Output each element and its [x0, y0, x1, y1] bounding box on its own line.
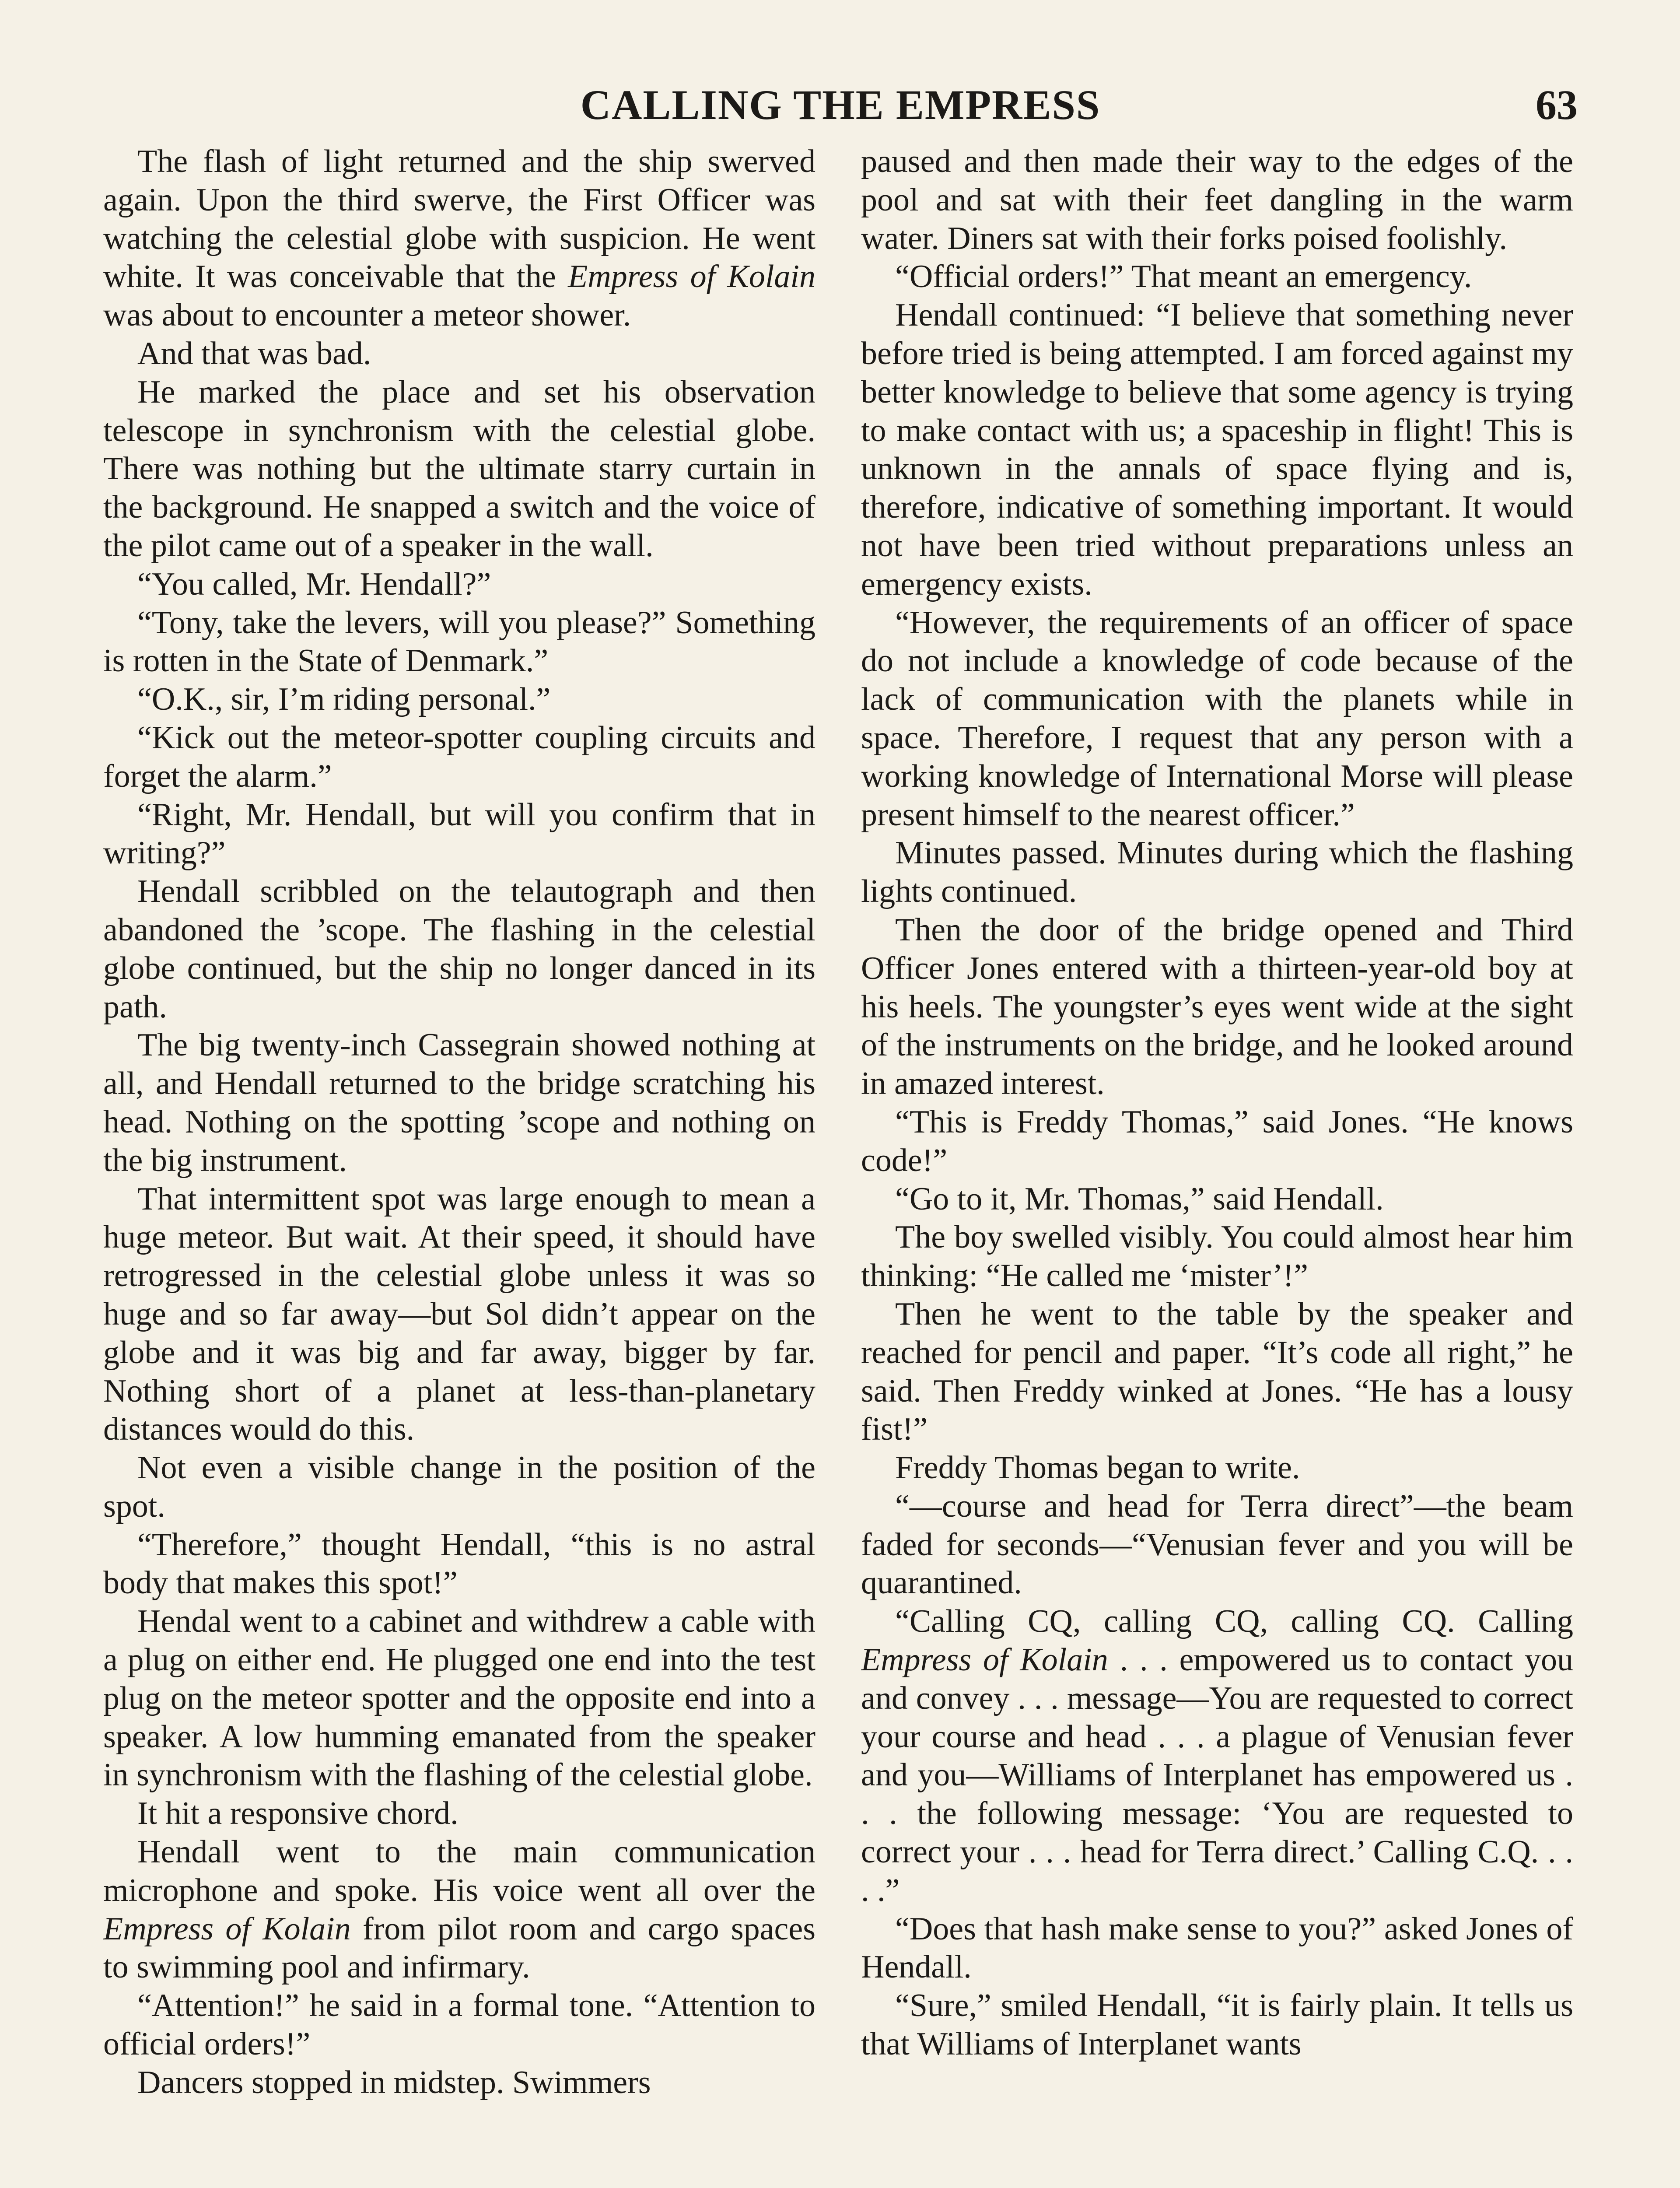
paragraph-text: Hendal went to a cabinet and withdrew a cable with a plug on either end. He plugged one end into the test plug on the meteor spotter and the opposite end into a speaker. A low humming emanated from the speaker in synchronism with the flashing of the celestial globe. — [103, 1603, 816, 1793]
page-number: 63 — [1536, 81, 1578, 128]
paragraph — [103, 680, 816, 719]
paragraph — [103, 565, 816, 604]
paragraph — [861, 1103, 1573, 1180]
paragraph-text: “Therefore,” thought Hendall, “this is no astral body that makes this spot!” — [103, 1526, 816, 1601]
paragraph-text: from pilot room and cargo spaces to swimming pool and infirmary. — [103, 1911, 816, 1985]
paragraph — [861, 1180, 1573, 1219]
paragraph — [861, 1910, 1573, 1987]
paragraph — [861, 1295, 1573, 1449]
paragraph-text: “However, the requirements of an officer of space do not include a knowledge of code because of the lack of communication with the planets while in space. Therefore, I request that any person with a working knowledge of International Morse will please present himself to the nearest officer.” — [861, 604, 1573, 833]
paragraph-text: “Sure,” smiled Hendall, “it is fairly plain. It tells us that Williams of Interplanet wants — [861, 1988, 1573, 2062]
paragraph-text: Hendall went to the main communication microphone and spoke. His voice went all over the — [103, 1834, 816, 1908]
paragraph — [861, 1602, 1573, 1910]
paragraph-text: The boy swelled visibly. You could almost hear him thinking: “He called me ‘mister’!” — [861, 1219, 1573, 1294]
paragraph-text: was about to encounter a meteor shower. — [103, 297, 631, 333]
paragraph-text: “Does that hash make sense to you?” asked Jones of Hendall. — [861, 1911, 1573, 1985]
paragraph-text: Hendall scribbled on the telautograph and then abandoned the ’scope. The flashing in the celestial globe continued, but the ship no longer danced in its path. — [103, 873, 816, 1025]
paragraph — [103, 1987, 816, 2064]
paragraph-text: “You called, Mr. Hendall?” — [137, 566, 491, 602]
paragraph-text: Then he went to the table by the speaker and reached for pencil and paper. “It’s code all right,” he said. Then Freddy winked at Jones. “He has a lousy fist!” — [861, 1296, 1573, 1448]
paragraph-text: “Kick out the meteor-spotter coupling circuits and forget the alarm.” — [103, 719, 816, 794]
paragraph — [103, 796, 816, 873]
paragraph — [861, 1487, 1573, 1602]
paragraph-text: “Go to it, Mr. Thomas,” said Hendall. — [895, 1181, 1384, 1217]
ship-name-italic: Empress of Kolain — [861, 1642, 1108, 1678]
paragraph — [103, 143, 816, 335]
paragraph — [103, 335, 816, 373]
paragraph — [861, 834, 1573, 911]
paragraph — [103, 873, 816, 1026]
paragraph-text: The flash of light returned and the ship swerved again. Upon the third swerve, the First Officer was watching the celestial globe with suspicion. He went white. It was conceivable that the — [103, 144, 816, 295]
paragraph — [103, 2064, 816, 2102]
paragraph-text: “—course and head for Terra direct”—the beam faded for seconds—“Venusian fever and you will be quarantined. — [861, 1488, 1573, 1601]
paragraph — [103, 1180, 816, 1449]
paragraph-text: The big twenty-inch Cassegrain showed nothing at all, and Hendall returned to the bridge scratching his head. Nothing on the spotting ’scope and nothing on the big instrument. — [103, 1027, 816, 1178]
paragraph-text: Freddy Thomas began to write. — [895, 1450, 1300, 1486]
paragraph-text: “This is Freddy Thomas,” said Jones. “He knows code!” — [861, 1104, 1573, 1178]
paragraph — [861, 604, 1573, 835]
paragraph — [103, 1602, 816, 1795]
paragraph — [103, 1833, 816, 1987]
paragraph — [861, 1449, 1573, 1487]
paragraph — [861, 143, 1573, 258]
paragraph-text: . . . empowered us to contact you and convey . . . message—You are requested to correct your course and head . . . a plague of Venusian fever and you—Williams of Interplanet has empowered us . . . the following message: ‘You are requested to correct your . . . head for Terra direct.’ Calling C.Q. . . . .” — [861, 1642, 1573, 1908]
paragraph — [103, 719, 816, 796]
running-title: CALLING THE EMPRESS — [580, 81, 1101, 128]
paragraph — [103, 373, 816, 565]
paragraph-text: “O.K., sir, I’m riding personal.” — [137, 681, 551, 718]
paragraph-text: It hit a responsive chord. — [137, 1795, 458, 1832]
paragraph-text: “Official orders!” That meant an emergency. — [895, 259, 1472, 295]
paragraph-text: Hendall continued: “I believe that something never before tried is being attempted. I am forced against my better knowledge to believe that some agency is trying to make contact with us; a spaceship in flight! This is unknown in the annals of space flying and is, therefore, indicative of something important. It would not have been tried without preparations unless an emergency exists. — [861, 297, 1573, 602]
paragraph-text: “Tony, take the levers, will you please?” Something is rotten in the State of Denmark.” — [103, 604, 816, 679]
paragraph-text: “Calling CQ, calling CQ, calling CQ. Calling — [895, 1603, 1573, 1640]
paragraph — [103, 1026, 816, 1180]
paragraph — [861, 1987, 1573, 2064]
paragraph — [103, 1795, 816, 1833]
text-column-left — [103, 143, 816, 2188]
paragraph-text: Dancers stopped in midstep. Swimmers — [137, 2064, 651, 2100]
ship-name-italic: Empress of Kolain — [568, 259, 816, 295]
ship-name-italic: Empress of Kolain — [103, 1911, 351, 1947]
paragraph — [861, 296, 1573, 603]
text-column-right — [861, 143, 1573, 2188]
paragraph-text: paused and then made their way to the edges of the pool and sat with their feet dangling in the warm water. Diners sat with their forks poised foolishly. — [861, 144, 1573, 256]
paragraph-text: Minutes passed. Minutes during which the flashing lights continued. — [861, 835, 1573, 910]
paragraph — [103, 1449, 816, 1526]
paragraph — [861, 1218, 1573, 1295]
paragraph-text: He marked the place and set his observation telescope in synchronism with the celestial globe. There was nothing but the ultimate starry curtain in the background. He snapped a switch and the voice of the pilot came out of a speaker in the wall. — [103, 374, 816, 564]
paragraph-text: And that was bad. — [137, 335, 371, 372]
paragraph-text: Not even a visible change in the position of the spot. — [103, 1450, 816, 1524]
paragraph — [103, 1526, 816, 1603]
paragraph-text: That intermittent spot was large enough to mean a huge meteor. But wait. At their speed, it should have retrogressed in the celestial globe unless it was so huge and so far away—but Sol didn’t appear on the globe and it was big and far away, bigger by far. Nothing short of a planet at less-than-planetary distances would do this. — [103, 1181, 816, 1448]
paragraph — [861, 911, 1573, 1103]
paragraph-text: “Right, Mr. Hendall, but will you confirm that in writing?” — [103, 796, 816, 871]
paragraph-text: Then the door of the bridge opened and Third Officer Jones entered with a thirteen-year-old boy at his heels. The youngster’s eyes went wide at the sight of the instruments on the bridge, and he looked around in amazed interest. — [861, 912, 1573, 1102]
page-header — [103, 74, 1578, 136]
paragraph — [103, 604, 816, 681]
paragraph-text: “Attention!” he said in a formal tone. “Attention to official orders!” — [103, 1988, 816, 2062]
paragraph — [861, 258, 1573, 296]
